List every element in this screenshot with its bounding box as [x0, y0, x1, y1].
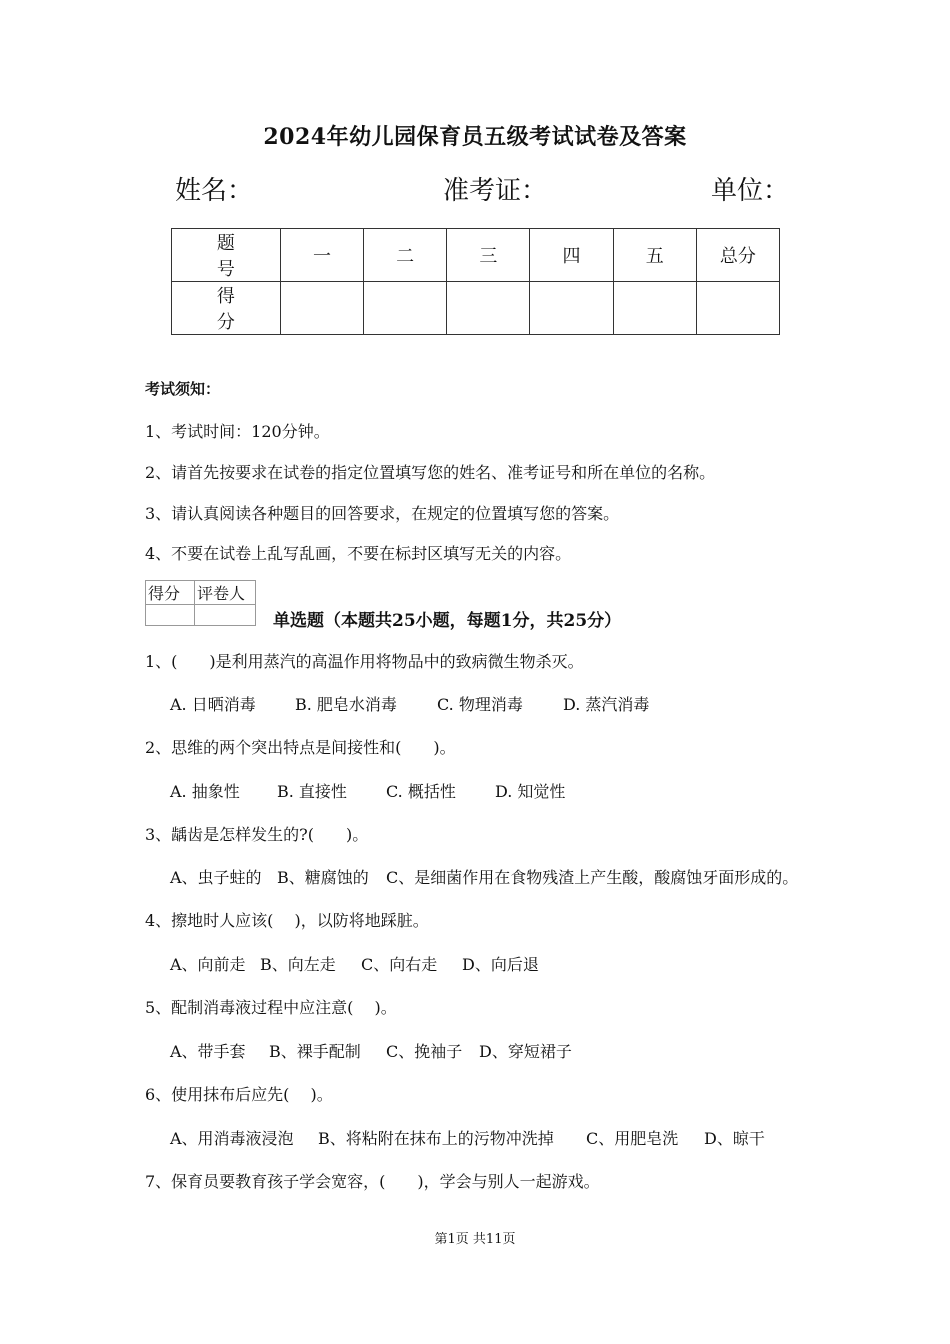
- notes-heading: 考试须知：: [145, 380, 221, 398]
- question-options: [170, 1039, 572, 1062]
- option[interactable]: D. 蒸汽消毒: [563, 695, 650, 714]
- option[interactable]: A、用消毒液浸泡: [170, 1129, 294, 1148]
- note-item: 3、请认真阅读各种题目的回答要求，在规定的位置填写您的答案。: [145, 504, 620, 523]
- question-stem: 3、龋齿是怎样发生的?( )。: [145, 825, 369, 844]
- option[interactable]: B. 肥皂水消毒: [295, 695, 397, 714]
- grader-name-label: 评卷人: [195, 581, 256, 605]
- score-cell-5[interactable]: [613, 282, 696, 335]
- score-table-row-label: 得分: [172, 282, 281, 335]
- option[interactable]: A. 抽象性: [170, 782, 240, 801]
- score-table-col-5: 五: [613, 229, 696, 282]
- option[interactable]: D. 知觉性: [495, 782, 566, 801]
- option[interactable]: B、裸手配制: [269, 1042, 361, 1061]
- option[interactable]: C、是细菌作用在食物残渣上产生酸，酸腐蚀牙面形成的。: [386, 868, 799, 887]
- question-stem: 7、保育员要教育孩子学会宽容，( )，学会与别人一起游戏。: [145, 1172, 600, 1191]
- question-stem: 6、使用抹布后应先( )。: [145, 1085, 333, 1104]
- score-cell-1[interactable]: [280, 282, 363, 335]
- option[interactable]: D、晾干: [704, 1129, 765, 1148]
- note-item: 1、考试时间：120分钟。: [145, 422, 330, 441]
- page-footer: 第1页 共11页: [434, 1232, 516, 1247]
- option[interactable]: A、带手套: [170, 1042, 246, 1061]
- option[interactable]: C. 概括性: [386, 782, 456, 801]
- option[interactable]: A. 日晒消毒: [170, 695, 256, 714]
- option[interactable]: D、向后退: [462, 955, 539, 974]
- question-options: [170, 865, 798, 888]
- score-cell-2[interactable]: [364, 282, 447, 335]
- question-stem: 1、( )是利用蒸汽的高温作用将物品中的致病微生物杀灭。: [145, 652, 584, 671]
- section-title: 单选题（本题共25小题，每题1分，共25分）: [273, 611, 622, 631]
- score-table-col-total: 总分: [696, 229, 779, 282]
- option[interactable]: B、将粘附在抹布上的污物冲洗掉: [318, 1129, 554, 1148]
- grader-name-cell[interactable]: [195, 605, 256, 626]
- score-table-header-label: 题号: [172, 229, 281, 282]
- score-table-col-1: 一: [280, 229, 363, 282]
- score-table-col-3: 三: [447, 229, 530, 282]
- name-field-label: 姓名：: [175, 176, 254, 206]
- document-title: 2024年幼儿园保育员五级考试试卷及答案: [263, 124, 687, 150]
- option[interactable]: A、向前走: [170, 955, 246, 974]
- score-table: [171, 228, 780, 335]
- grader-score-label: 得分: [146, 581, 195, 605]
- unit-field-label: 单位：: [711, 176, 790, 206]
- score-cell-3[interactable]: [447, 282, 530, 335]
- option[interactable]: B. 直接性: [277, 782, 347, 801]
- question-stem: 4、擦地时人应该( )，以防将地踩脏。: [145, 911, 429, 930]
- option[interactable]: C、挽袖子: [386, 1042, 463, 1061]
- question-options: [170, 779, 565, 802]
- option[interactable]: C、用肥皂洗: [586, 1129, 679, 1148]
- note-item: 2、请首先按要求在试卷的指定位置填写您的姓名、准考证号和所在单位的名称。: [145, 463, 716, 482]
- option[interactable]: D、穿短裙子: [479, 1042, 572, 1061]
- question-stem: 5、配制消毒液过程中应注意( )。: [145, 998, 397, 1017]
- option[interactable]: B、糖腐蚀的: [277, 868, 369, 887]
- score-cell-4[interactable]: [530, 282, 613, 335]
- question-options: [170, 952, 539, 975]
- score-table-score-row: [172, 282, 780, 335]
- option[interactable]: C. 物理消毒: [437, 695, 523, 714]
- note-item: 4、不要在试卷上乱写乱画，不要在标封区填写无关的内容。: [145, 544, 572, 563]
- score-table-col-2: 二: [364, 229, 447, 282]
- exam-id-field-label: 准考证：: [443, 176, 548, 206]
- question-stem: 2、思维的两个突出特点是间接性和( )。: [145, 738, 456, 757]
- grader-box: [145, 580, 256, 626]
- question-options: [170, 1126, 765, 1149]
- score-cell-total[interactable]: [696, 282, 779, 335]
- option[interactable]: A、虫子蛀的: [170, 868, 262, 887]
- option[interactable]: B、向左走: [260, 955, 336, 974]
- grader-score-cell[interactable]: [146, 605, 195, 626]
- question-options: [170, 692, 649, 715]
- score-table-header-row: [172, 229, 780, 282]
- score-table-col-4: 四: [530, 229, 613, 282]
- option[interactable]: C、向右走: [361, 955, 438, 974]
